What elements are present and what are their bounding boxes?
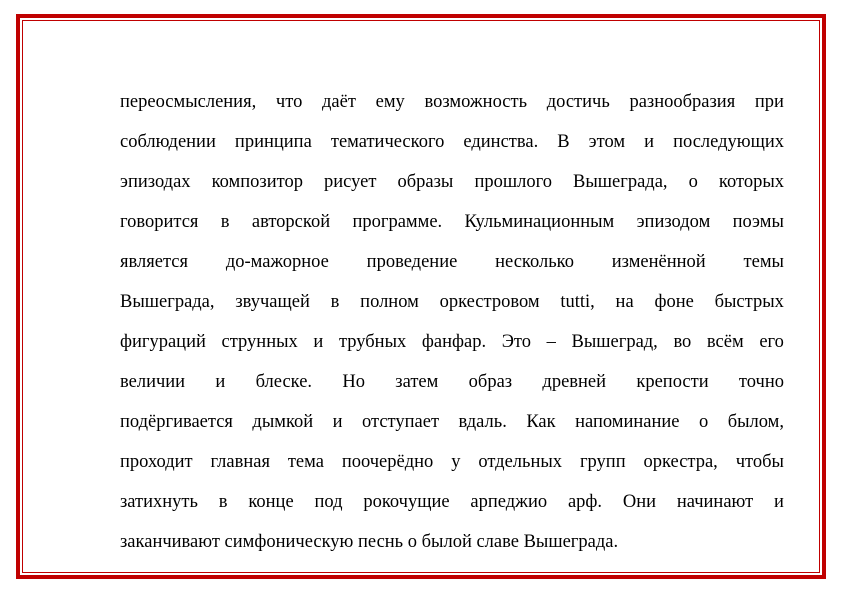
text-line: проходит главная тема поочерёдно у отдельных групп оркестра, чтобы: [120, 452, 784, 472]
text-line: является до-мажорное проведение несколько изменённой темы: [120, 252, 784, 272]
text-line: подёргивается дымкой и отступает вдаль. Как напоминание о былом,: [120, 412, 784, 432]
text-line: величии и блеске. Но затем образ древней крепости точно: [120, 372, 784, 392]
text-line: соблюдении принципа тематического единства. В этом и последующих: [120, 132, 784, 152]
text-line: переосмысления, что даёт ему возможность достичь разнообразия при: [120, 92, 784, 112]
text-line: заканчивают симфоническую песнь о былой славе Вышеграда.: [120, 532, 619, 552]
text-line: эпизодах композитор рисует образы прошлого Вышеграда, о которых: [120, 172, 784, 192]
text-line: говорится в авторской программе. Кульминационным эпизодом поэмы: [120, 212, 784, 232]
text-line: затихнуть в конце под рокочущие арпеджио арф. Они начинают и: [120, 492, 784, 512]
text-line: Вышеграда, звучащей в полном оркестровом tutti, на фоне быстрых: [120, 292, 784, 312]
text-line: фигураций струнных и трубных фанфар. Это – Вышеград, во всём его: [120, 332, 784, 352]
body-text: [120, 82, 784, 562]
